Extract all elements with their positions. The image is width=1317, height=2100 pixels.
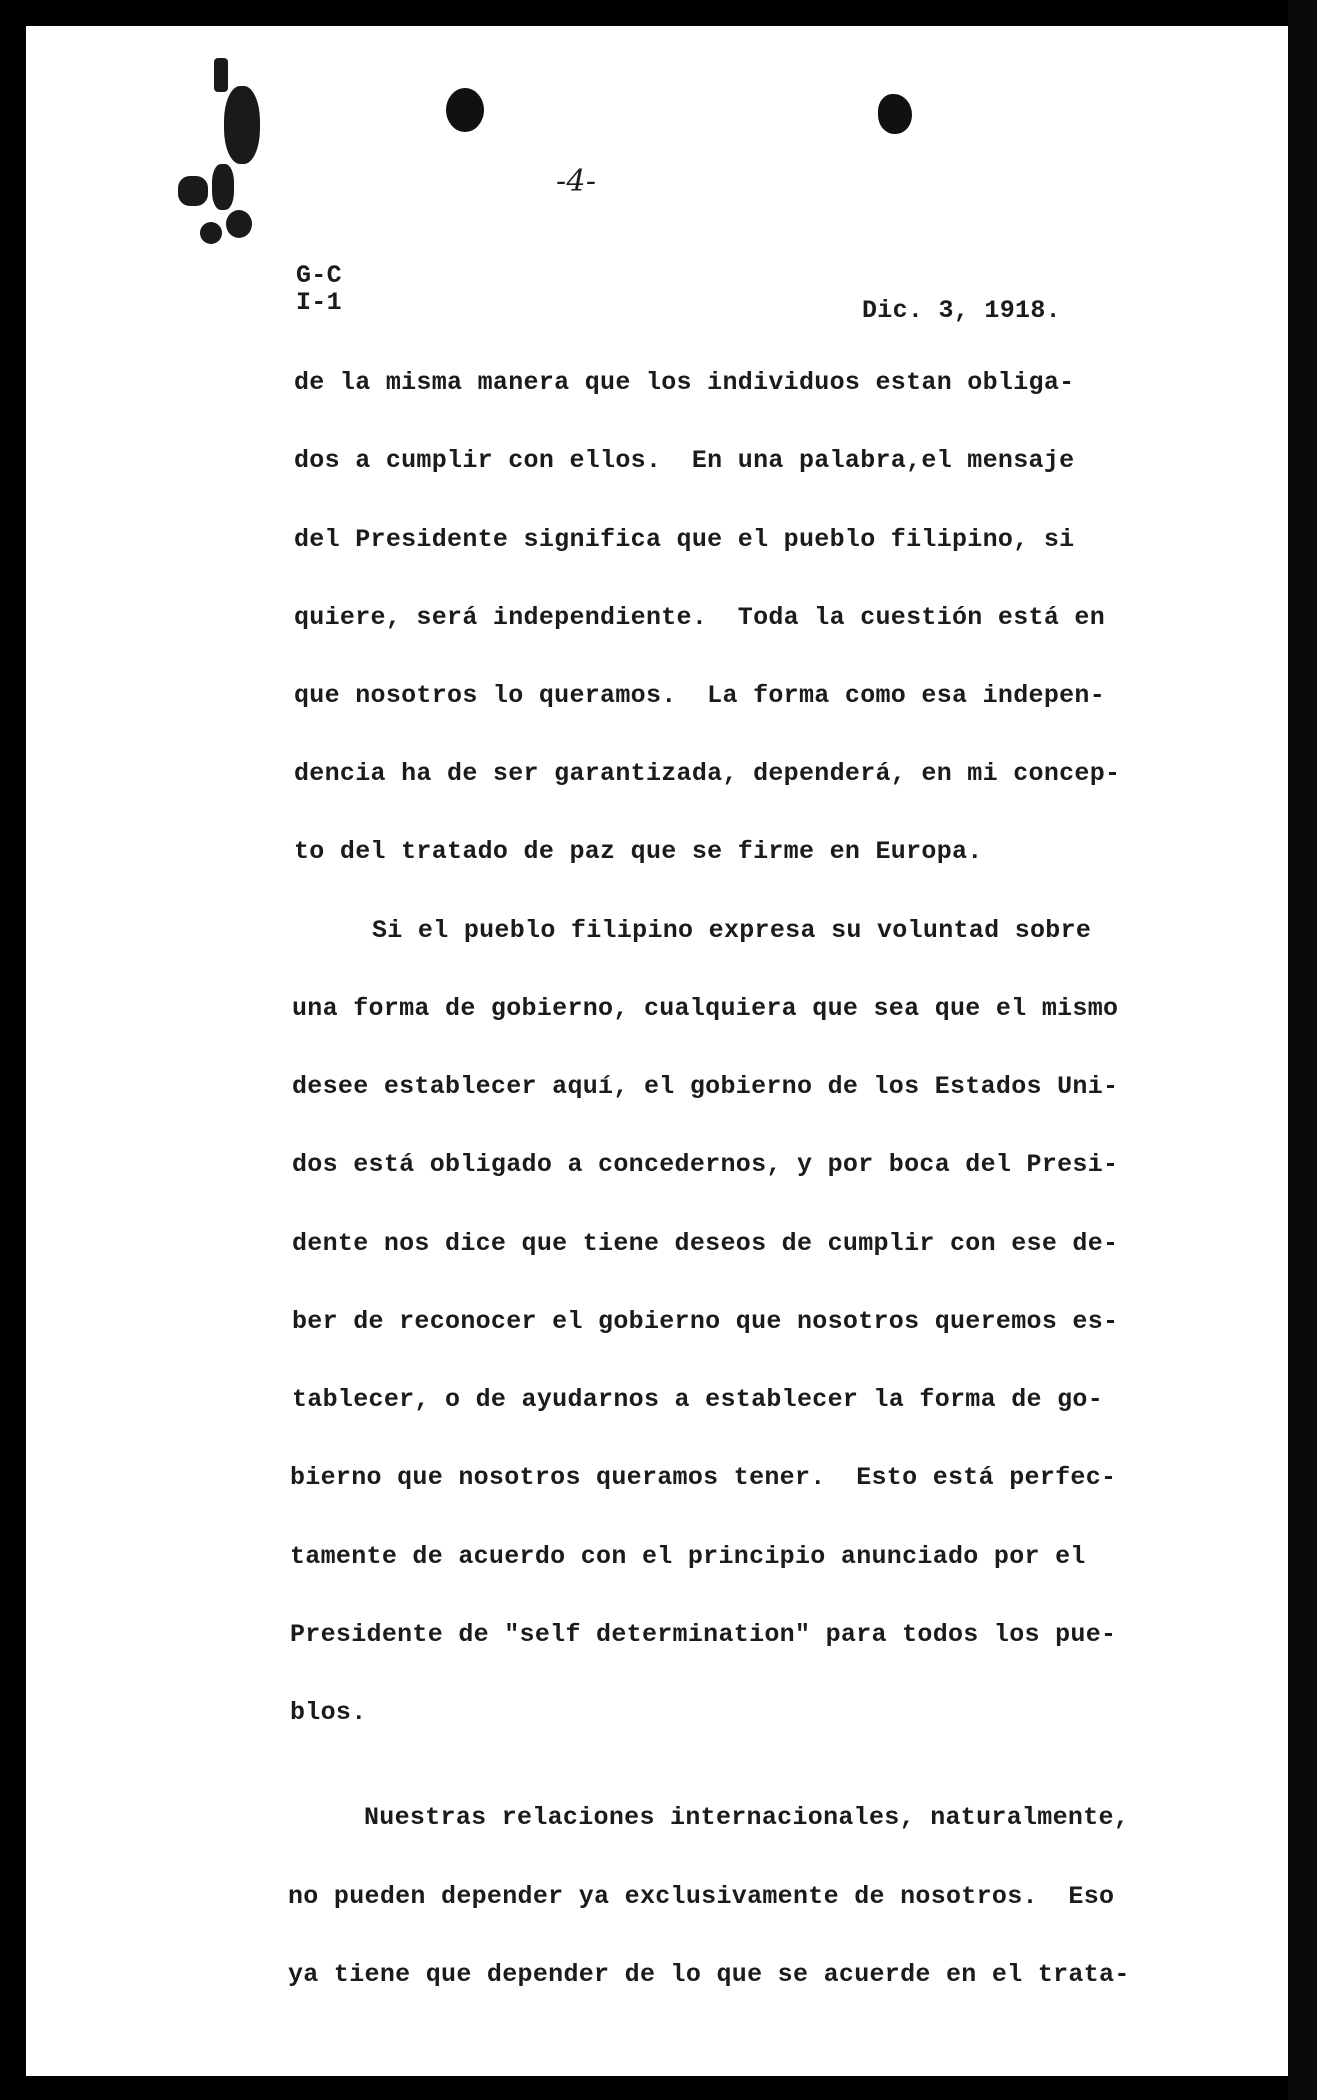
ink-stain xyxy=(214,58,228,92)
text-line: no pueden depender ya exclusivamente de nosotros. Eso xyxy=(288,1882,1115,1911)
text-line: blos. xyxy=(290,1698,367,1727)
header-code: I-1 xyxy=(296,288,342,317)
text-line: de la misma manera que los individuos estan obliga- xyxy=(294,368,1075,397)
header-code: G-C xyxy=(296,261,342,290)
text-line: desee establecer aquí, el gobierno de los Estados Uni- xyxy=(292,1072,1119,1101)
text-line: bierno que nosotros queramos tener. Esto está perfec- xyxy=(290,1463,1117,1492)
ink-stain xyxy=(226,210,252,238)
text-line: ya tiene que depender de lo que se acuerde en el trata- xyxy=(288,1960,1130,1989)
text-line: to del tratado de paz que se firme en Europa. xyxy=(294,837,983,866)
text-line: quiere, será independiente. Toda la cuestión está en xyxy=(294,603,1106,632)
text-line: dos a cumplir con ellos. En una palabra,el mensaje xyxy=(294,446,1075,475)
text-line: dencia ha de ser garantizada, dependerá, en mi concep- xyxy=(294,759,1121,788)
text-line: Nuestras relaciones internacionales, naturalmente, xyxy=(364,1803,1130,1832)
text-line: dente nos dice que tiene deseos de cumplir con ese de- xyxy=(292,1229,1119,1258)
text-line: tablecer, o de ayudarnos a establecer la forma de go- xyxy=(292,1385,1104,1414)
ink-stain xyxy=(178,176,208,206)
scan-border xyxy=(1288,0,1317,2100)
page-number: -4- xyxy=(556,164,597,199)
punch-hole-right xyxy=(878,94,912,134)
text-line: que nosotros lo queramos. La forma como esa indepen- xyxy=(294,681,1106,710)
ink-stain xyxy=(224,86,260,164)
text-line: una forma de gobierno, cualquiera que sea que el mismo xyxy=(292,994,1119,1023)
text-line: Si el pueblo filipino expresa su voluntad sobre xyxy=(372,916,1092,945)
ink-stain xyxy=(200,222,222,244)
ink-stain xyxy=(212,164,234,210)
text-line: Presidente de "self determination" para todos los pue- xyxy=(290,1620,1117,1649)
document-page xyxy=(26,26,1288,2076)
text-line: dos está obligado a concedernos, y por boca del Presi- xyxy=(292,1150,1119,1179)
document-date: Dic. 3, 1918. xyxy=(862,296,1061,325)
punch-hole-left xyxy=(446,88,484,132)
text-line: del Presidente significa que el pueblo filipino, si xyxy=(294,525,1075,554)
text-line: tamente de acuerdo con el principio anunciado por el xyxy=(290,1542,1086,1571)
text-line: ber de reconocer el gobierno que nosotros queremos es- xyxy=(292,1307,1119,1336)
